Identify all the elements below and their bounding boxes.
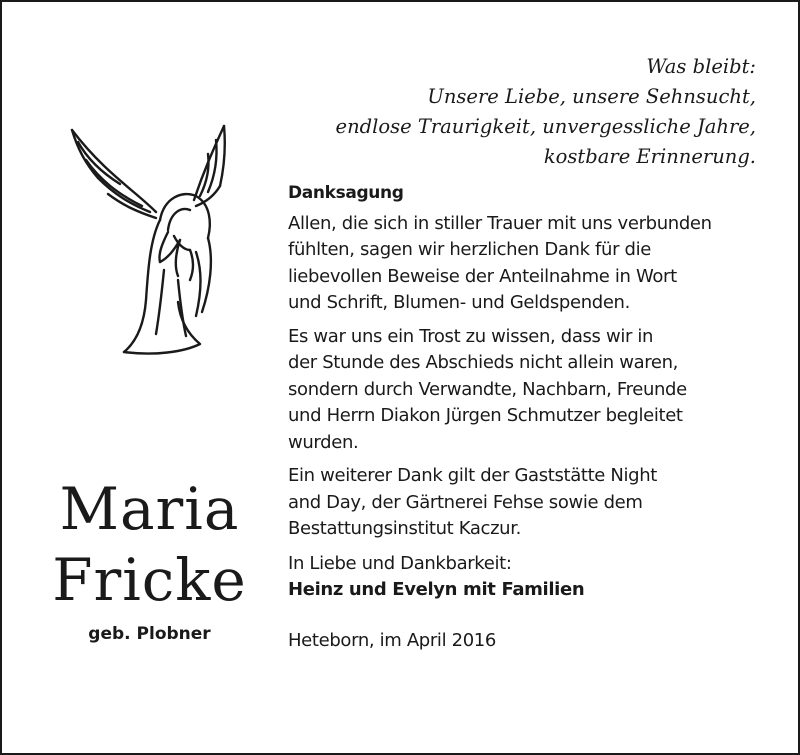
place-date: Heteborn, im April 2016 [288,629,496,651]
paragraph-line: Allen, die sich in stiller Trauer mit uns verbunden [288,212,712,234]
paragraph-line: der Stunde des Abschieds nicht allein waren, [288,352,679,373]
paragraph-line: und Schrift, Blumen- und Geldspenden. [288,292,630,313]
thanks-paragraph [288,211,768,317]
paragraph-line: liebevollen Beweise der Anteilnahme in Wort [288,265,677,287]
paragraph-line: und Herrn Diakon Jürgen Schmutzer begleitet [288,405,683,426]
closing-block [288,551,768,655]
thanks-text [288,180,768,654]
thanks-heading: Danksagung [288,183,404,203]
paragraph-line: fühlten, sagen wir herzlichen Dank für die [288,239,651,260]
poem [336,52,756,172]
paragraph-line: wurden. [288,431,359,453]
poem-line: Unsere Liebe, unsere Sehnsucht, [427,85,756,108]
poem-line: endlose Traurigkeit, unvergessliche Jahre, [335,115,756,138]
deceased-last-name: Fricke [52,546,247,614]
paragraph-line: Bestattungsinstitut Kaczur. [288,518,522,539]
deceased-first-name: Maria [59,475,240,543]
paragraph-line: sondern durch Verwandte, Nachbarn, Freunde [288,378,687,400]
closing-line: In Liebe und Dankbarkeit: [288,552,512,574]
paragraph-line: Ein weiterer Dank gilt der Gaststätte Night [288,465,658,486]
signers: Heinz und Evelyn mit Familien [288,579,585,600]
angel-praying-icon [64,120,244,360]
poem-line: Was bleibt: [646,55,756,78]
thanks-paragraph [288,324,768,457]
paragraph-line: Es war uns ein Trost zu wissen, dass wir in [288,325,654,347]
maiden-name: geb. Plobner [88,624,211,644]
poem-line: kostbare Erinnerung. [543,145,756,168]
paragraph-line: and Day, der Gärtnerei Fehse sowie dem [288,491,643,513]
thanks-paragraph [288,463,768,543]
